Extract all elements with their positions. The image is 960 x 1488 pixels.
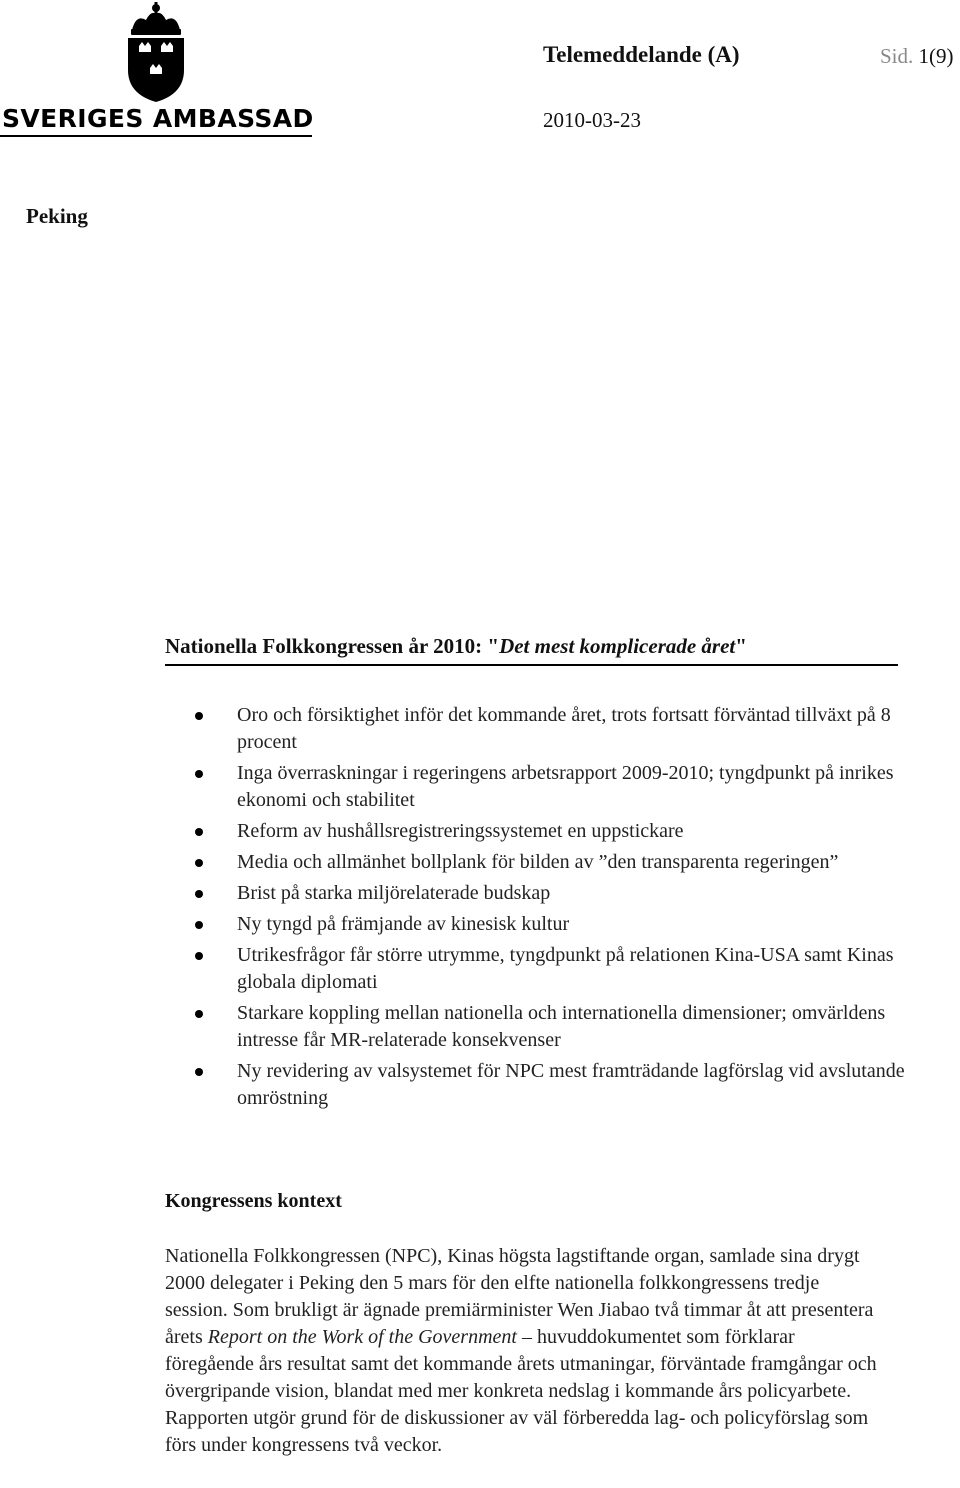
bullet-icon — [195, 1010, 203, 1018]
bullet-text: Starkare koppling mellan nationella och internationella dimensioner; omvärldens intresse får MR-relaterade konsekvenser — [237, 1002, 886, 1051]
bullet-icon — [195, 1068, 203, 1076]
bullet-icon — [195, 921, 203, 929]
section-title — [165, 634, 898, 666]
paragraph-text: Nationella Folkkongressen (NPC), Kinas högsta lagstiftande organ, samlade sina drygt 2000 delegater i Peking den 5 mars för den elfte nationella folkkongressens tredje session. Som brukligt är ägnade premiärminister Wen Jiabao två timmar åt att presentera årets — [165, 1245, 874, 1348]
bullet-item — [191, 880, 911, 907]
document-date: 2010-03-23 — [543, 108, 641, 132]
bullet-text: Inga överraskningar i regeringens arbetsrapport 2009-2010; tyngdpunkt på inrikes ekonomi och stabilitet — [237, 762, 894, 811]
section-title-suffix: " — [735, 634, 747, 658]
bullet-text: Ny tyngd på främjande av kinesisk kultur — [237, 913, 570, 935]
bullet-item — [191, 702, 911, 756]
document-type: Telemeddelande (A) — [543, 42, 740, 67]
section-heading: Kongressens kontext — [165, 1190, 342, 1212]
bullet-text: Ny revidering av valsystemet för NPC mest framträdande lagförslag vid avslutande omröstning — [237, 1060, 905, 1109]
bullet-icon — [195, 712, 203, 720]
body-paragraph — [165, 1243, 885, 1459]
bullet-item — [191, 849, 911, 876]
summary-bullet-list — [191, 702, 911, 1116]
logo-divider — [0, 135, 312, 137]
page-number — [880, 44, 954, 69]
bullet-text: Oro och försiktighet inför det kommande året, trots fortsatt förväntad tillväxt på 8 procent — [237, 704, 891, 753]
embassy-logo — [0, 0, 312, 140]
report-title: Report on the Work of the Government — [207, 1326, 517, 1348]
bullet-text: Media och allmänhet bollplank för bilden av ”den transparenta regeringen” — [237, 851, 839, 873]
bullet-icon — [195, 890, 203, 898]
page-count: 1(9) — [918, 44, 954, 68]
bullet-item — [191, 1058, 911, 1112]
bullet-icon — [195, 952, 203, 960]
section-title-prefix: Nationella Folkkongressen år 2010: " — [165, 634, 500, 658]
bullet-item — [191, 1000, 911, 1054]
logo-text: SVERIGES AMBASSAD — [2, 104, 314, 133]
bullet-item — [191, 911, 911, 938]
bullet-text: Brist på starka miljörelaterade budskap — [237, 882, 551, 904]
bullet-icon — [195, 828, 203, 836]
page-label: Sid. — [880, 44, 914, 68]
bullet-item — [191, 818, 911, 845]
bullet-icon — [195, 859, 203, 867]
bullet-text: Reform av hushållsregistreringssystemet en uppstickare — [237, 820, 684, 842]
bullet-icon — [195, 770, 203, 778]
bullet-item — [191, 760, 911, 814]
coat-of-arms-icon — [0, 0, 312, 104]
paragraph-text-continued: – huvuddokumentet som förklarar föregående års resultat samt det kommande årets utmaningar, förväntade framgångar och övergripande vision, blandat med mer konkreta nedslag i kommande års policyarbete. Rapporten utgör grund för de diskussioner av väl förberedda lag- och policyförslag som förs under kongressens två veckor. — [165, 1326, 877, 1456]
bullet-item — [191, 942, 911, 996]
section-title-italic: Det mest komplicerade året — [499, 634, 736, 658]
location: Peking — [26, 204, 88, 228]
bullet-text: Utrikesfrågor får större utrymme, tyngdpunkt på relationen Kina-USA samt Kinas globala diplomati — [237, 944, 894, 993]
